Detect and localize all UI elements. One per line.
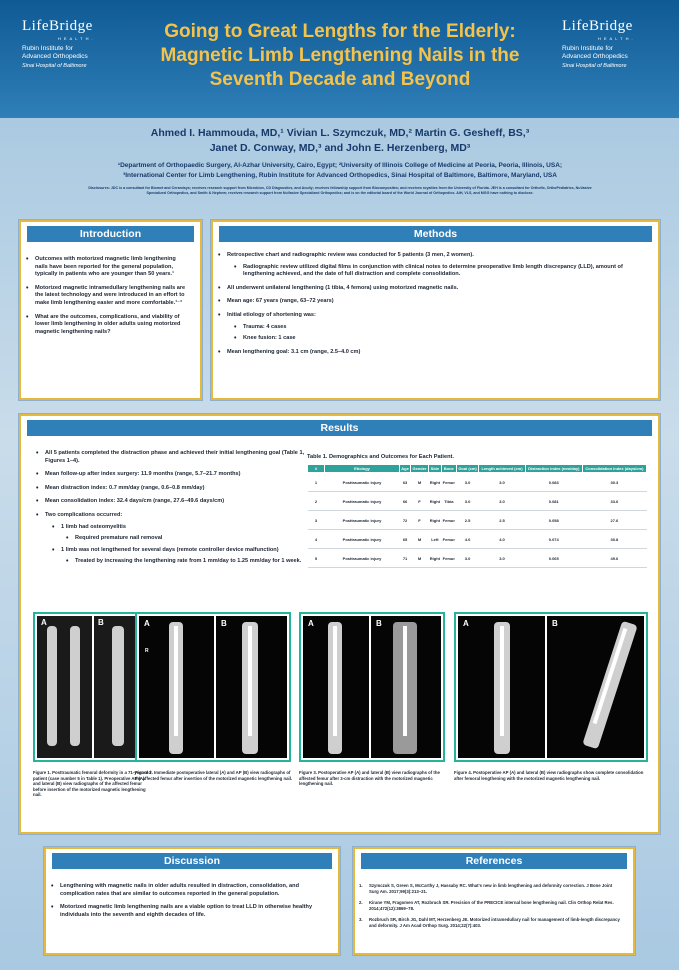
list-item: • Motorized magnetic limb lengthening nails are a viable option to treat LLD in otherwise healthy individuals into the seventh and eighth decades of life.	[46, 904, 324, 919]
table-cell: M	[411, 549, 429, 568]
title-line-2: Magnetic Limb Lengthening Nails in the	[160, 45, 520, 66]
xray-image	[37, 616, 92, 758]
logo-brand: LifeBridge	[22, 18, 93, 34]
references-panel	[353, 847, 635, 955]
table-header-row	[308, 465, 647, 473]
column-header: Gender	[412, 466, 427, 471]
table-cell: 3.0	[456, 473, 479, 492]
figure-2-caption: Figure 2. Immediate postoperative lateral (A) and AP (B) view radiographs of the affected femur after insertion of the motorized magnetic lengthening nail.	[135, 770, 293, 781]
nail-rod	[174, 626, 178, 736]
authors-line-1: Ahmed I. Hammouda, MD,¹ Vivian L. Szymczuk, MD,² Martin G. Gesheff, BS,³	[150, 127, 530, 139]
table-cell: 0.083	[525, 473, 582, 492]
list-item: • Knee fusion: 1 case	[213, 335, 642, 343]
list-item: • 1 limb was not lengthened for several days (remote controller device malfunction)	[31, 547, 311, 555]
table-cell: Posttraumatic injury	[325, 530, 400, 549]
reference-item: 3. Rozbruch SR, Birch JG, Dahl MT, Herzenberg JE. Motorized intramedullary nail for management of limb-length discrepancy and deformity. J Am Acad Orthop Surg. 2014;22(7):403.	[359, 917, 620, 928]
logo-institute-line1: Rubin Institute for	[22, 45, 73, 52]
list-item: • What are the outcomes, complications, and viability of lower limb lengthening in older adults using motorized magnetic lengthening nails?	[21, 314, 188, 337]
column-header: Bone	[441, 465, 456, 473]
results-list	[31, 450, 311, 572]
list-item: • Required premature nail removal	[31, 535, 311, 543]
results-table	[307, 464, 647, 568]
table-cell: Femur	[441, 511, 456, 530]
table-cell: 3.0	[456, 492, 479, 511]
table-cell: Femur	[441, 530, 456, 549]
logo-health: HEALTH.	[58, 36, 96, 41]
xray-image	[139, 616, 214, 758]
logo-right	[562, 18, 662, 69]
logo-left	[22, 18, 122, 69]
list-item: • Retrospective chart and radiographic review was conducted for 5 patients (3 men, 2 women).	[213, 252, 642, 260]
nail-rod	[403, 626, 407, 736]
figure-1-caption: Figure 1. Posttraumatic femoral deformity in a 71-year-old patient (case number 5 in Table 1). Preoperative AP (A) and lateral (B) view radiographs of the affected femur before insertion of the motorized magnetic lengthening nail.	[33, 770, 151, 798]
femur-shape	[582, 621, 637, 750]
table-cell: F	[411, 492, 429, 511]
table-row	[308, 473, 647, 492]
list-item: • Initial etiology of shortening was:	[213, 312, 642, 320]
affiliations	[30, 161, 650, 181]
methods-panel	[211, 220, 660, 400]
table-cell: Posttraumatic injury	[325, 492, 400, 511]
list-item: • Lengthening with magnetic nails in older adults resulted in distraction, consolidation, and complication rates that are similar to outcomes reported in the general population.	[46, 883, 324, 898]
title-line-1: Going to Great Lengths for the Elderly:	[164, 21, 516, 42]
column-header: Distraction index (mm/day)	[525, 465, 582, 473]
reference-item: 2. Kirane YM, Fragomen AT, Rozbruch SR. Precision of the PRECICE internal bone lengthening nail. Clin Orthop Relat Res. 2014;472(12):3869–78.	[359, 900, 614, 911]
table-cell: 3.0	[479, 549, 525, 568]
table-cell: Right	[428, 473, 441, 492]
results-heading: Results	[27, 420, 652, 436]
results-panel	[19, 414, 660, 834]
panel-label-b: B	[552, 619, 558, 628]
logo-institute-line2: Advanced Orthopedics	[22, 53, 88, 60]
affiliation-line-2: ³International Center for Limb Lengthening, Rubin Institute for Advanced Orthopedics, Sinai Hospital of Baltimore, Baltimore, Maryland, USA	[123, 172, 557, 179]
panel-label-b: B	[98, 618, 104, 627]
table-row	[308, 530, 647, 549]
table-cell: Posttraumatic injury	[325, 549, 400, 568]
list-item: • Mean consolidation index: 32.4 days/cm (range, 27.6–49.6 days/cm)	[31, 498, 311, 506]
table-cell: 30.8	[582, 530, 646, 549]
panel-label-b: B	[376, 619, 382, 628]
table-cell: 49.6	[582, 549, 646, 568]
table-cell: M	[411, 473, 429, 492]
panel-label-a: A	[463, 619, 469, 628]
table-cell: 0.081	[525, 492, 582, 511]
table-cell: 33.6	[582, 492, 646, 511]
table-cell: 4.0	[479, 530, 525, 549]
figure-4	[454, 612, 648, 762]
table-row	[308, 511, 647, 530]
table-cell: 2.5	[456, 511, 479, 530]
list-item: • Trauma: 4 cases	[213, 324, 642, 332]
list-item: • Mean age: 67 years (range, 63–72 years)	[213, 298, 642, 306]
poster-title	[120, 20, 560, 92]
table-cell: Posttraumatic injury	[325, 473, 400, 492]
authors-line-2: Janet D. Conway, MD,³ and John E. Herzenberg, MD³	[209, 142, 471, 154]
femur-shape	[112, 626, 124, 746]
list-item: • Radiographic review utilized digital films in conjunction with clinical notes to determine preoperative limb length discrepancy (LLD), amount of lengthening achieved, and the date of full distraction and complete consolidation.	[213, 264, 642, 279]
nail-rod	[500, 626, 504, 736]
figure-3-caption: Figure 3. Postoperative AP (A) and lateral (B) view radiographs of the affected femur after 3-cm distraction with the motorized magnetic lengthening nail.	[299, 770, 440, 787]
table-cell: Left	[428, 530, 441, 549]
methods-heading: Methods	[219, 226, 652, 242]
column-header: Side	[428, 465, 441, 473]
table-cell: 65	[400, 530, 411, 549]
table-cell: F	[411, 511, 429, 530]
list-item: • Two complications occurred:	[31, 512, 311, 520]
table-title: Table 1. Demographics and Outcomes for Each Patient.	[307, 454, 454, 460]
figure-1	[33, 612, 151, 762]
logo-health: HEALTH.	[598, 36, 636, 41]
disclosures: Disclosures: JDC is a consultant for Biomet and Ceramisys; receives research support from Microbion, CD Diagnostics, and Acuity; receives fellowship support from Biocomposites; and receives royalties from the University of Florida. JEH is a consultant for Orthofix, OrthoPediatrics, NuVasive Specialized Orthopedics, and Smith & Nephew; receives research support from NuVasive Specialized Orthopedics; and is on the editorial board of the World Journal of Orthopedics. AIH, VLS, and MGG have nothing to disclose.	[88, 186, 592, 196]
table-row	[308, 549, 647, 568]
reference-item: 1. Szymczuk S, Green S, McCarthy J, Hassaby RC. What's new in limb lengthening and deformity correction. J Bone Joint Surg Am. 2017;99(3):213–21.	[359, 883, 613, 894]
reference-text: Kirane YM, Fragomen AT, Rozbruch SR. Precision of the PRECICE internal bone lengthening nail. Clin Orthop Relat Res. 2014;472(12):3869–78.	[369, 900, 614, 911]
introduction-heading: Introduction	[27, 226, 194, 242]
table-cell: 27.6	[582, 511, 646, 530]
table-row	[308, 492, 647, 511]
list-item: • Mean distraction index: 0.7 mm/day (range, 0.6–0.8 mm/day)	[31, 485, 311, 493]
column-header: Etiology	[325, 465, 400, 473]
poster-header	[0, 0, 679, 118]
logo-hospital: Sinai Hospital of Baltimore	[22, 63, 87, 69]
table-cell: 1	[308, 473, 325, 492]
list-item: • All 5 patients completed the distraction phase and achieved their initial lengthening goal (Table 1, Figures 1–4).	[31, 450, 311, 465]
table-cell: Posttraumatic injury	[325, 511, 400, 530]
table-cell: Tibia	[441, 492, 456, 511]
xray-image	[458, 616, 545, 758]
table-cell: 0.065	[525, 549, 582, 568]
table-cell: Right	[428, 549, 441, 568]
list-item: • All underwent unilateral lengthening (1 tibia, 4 femora) using motorized magnetic nails.	[213, 285, 642, 293]
table-cell: 66	[400, 492, 411, 511]
figure-2	[135, 612, 291, 762]
list-item: • Mean lengthening goal: 3.1 cm (range, 2.5–4.0 cm)	[213, 349, 642, 357]
list-item: • Outcomes with motorized magnetic limb lengthening nails have been reported for the general population, typically in patients who are younger than 50 years.¹	[21, 256, 188, 279]
discussion-heading: Discussion	[52, 853, 332, 869]
xray-image	[303, 616, 369, 758]
table-cell: Right	[428, 511, 441, 530]
table-cell: 0.074	[525, 530, 582, 549]
table-cell: 72	[400, 511, 411, 530]
figure-3	[299, 612, 445, 762]
column-header: Age	[401, 466, 409, 471]
discussion-panel	[44, 847, 340, 955]
reference-text: Szymczuk S, Green S, McCarthy J, Hassaby RC. What's new in limb lengthening and deformity correction. J Bone Joint Surg Am. 2017;99(3):213–21.	[369, 883, 613, 894]
table-cell: 4	[308, 530, 325, 549]
introduction-list	[21, 256, 200, 336]
table-cell: Femur	[441, 473, 456, 492]
discussion-list	[46, 883, 338, 919]
column-header: Length achieved (cm)	[479, 465, 525, 473]
xray-image	[547, 616, 644, 758]
panel-label-b: B	[221, 619, 227, 628]
logo-brand: LifeBridge	[562, 18, 633, 34]
references-heading: References	[361, 853, 627, 869]
table-cell: Femur	[441, 549, 456, 568]
xray-image	[371, 616, 441, 758]
column-header: #	[308, 465, 325, 473]
logo-institute-line2: Advanced Orthopedics	[562, 53, 628, 60]
list-item: • Motorized magnetic intramedullary lengthening nails are the latest technology and were introduced in an effort to make limb lengthening easier and more comfortable.¹⁻³	[21, 285, 188, 308]
xray-image	[216, 616, 287, 758]
table-cell: 3.0	[456, 549, 479, 568]
column-header: Goal (cm)	[456, 465, 479, 473]
reference-text: Rozbruch SR, Birch JG, Dahl MT, Herzenberg JE. Motorized intramedullary nail for management of limb-length discrepancy and deformity. J Am Acad Orthop Surg. 2014;22(7):403.	[369, 917, 620, 928]
table-cell: 4.0	[456, 530, 479, 549]
table-cell: 0.058	[525, 511, 582, 530]
nail-rod	[248, 626, 252, 736]
table-cell: 30.3	[582, 473, 646, 492]
table-cell: 3.0	[479, 492, 525, 511]
table-cell: 71	[400, 549, 411, 568]
table-cell: 2.5	[479, 511, 525, 530]
table-cell: 63	[400, 473, 411, 492]
table-cell: 3	[308, 511, 325, 530]
affiliation-line-1: ¹Department of Orthopaedic Surgery, Al-Azhar University, Cairo, Egypt; ²University of Illinois College of Medicine at Peoria, Peoria, Illinois, USA;	[117, 162, 563, 169]
list-item: • Mean follow-up after index surgery: 11.9 months (range, 5.7–21.7 months)	[31, 471, 311, 479]
table-cell: 2	[308, 492, 325, 511]
methods-list	[213, 252, 658, 356]
figure-4-caption: Figure 4. Postoperative AP (A) and lateral (B) view radiographs show complete consolidation after femoral lengthening with the motorized magnetic lengthening nail.	[454, 770, 644, 781]
references-list	[355, 883, 623, 929]
nail-rod	[333, 626, 337, 736]
table-cell: 5	[308, 549, 325, 568]
femur-shape	[70, 626, 80, 746]
title-line-3: Seventh Decade and Beyond	[209, 69, 471, 90]
femur-shape	[47, 626, 57, 746]
list-item: • 1 limb had osteomyelitis	[31, 524, 311, 532]
side-marker: R	[145, 648, 149, 654]
authors	[60, 126, 620, 156]
panel-label-a: A	[41, 618, 47, 627]
list-item: • Treated by increasing the lengthening rate from 1 mm/day to 1.25 mm/day for 1 week.	[31, 558, 311, 566]
introduction-panel	[19, 220, 202, 400]
column-header: Consolidation index (days/cm)	[582, 465, 646, 473]
panel-label-a: A	[308, 619, 314, 628]
logo-hospital: Sinai Hospital of Baltimore	[562, 63, 627, 69]
table-cell: 3.0	[479, 473, 525, 492]
table-cell: M	[411, 530, 429, 549]
table-cell: Right	[428, 492, 441, 511]
logo-institute-line1: Rubin Institute for	[562, 45, 613, 52]
panel-label-a: A	[144, 619, 150, 628]
